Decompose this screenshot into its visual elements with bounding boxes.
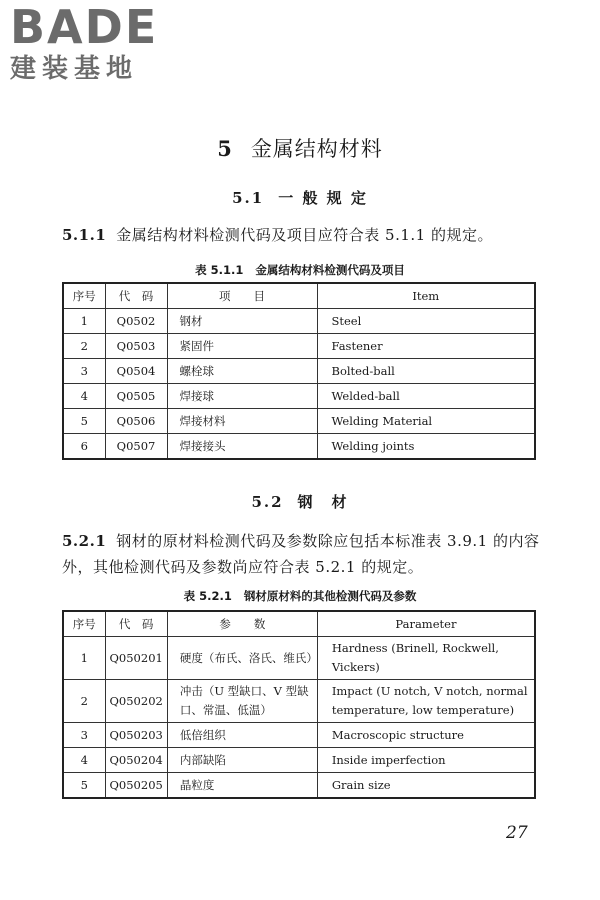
table-row — [63, 309, 535, 334]
cell-index: 3 — [63, 359, 105, 384]
section-number: 5.1 — [232, 189, 265, 207]
cell-index: 5 — [63, 773, 105, 799]
cell-item-cn: 钢材 — [167, 309, 317, 334]
column-header: 参 数 — [167, 611, 317, 637]
column-header: 项 目 — [167, 283, 317, 309]
cell-item-cn: 焊接材料 — [167, 409, 317, 434]
column-header: 序号 — [63, 611, 105, 637]
cell-index: 1 — [63, 309, 105, 334]
clause-number: 5.1.1 — [62, 226, 107, 244]
table-caption-5-2-1 — [0, 588, 600, 604]
clause-number: 5.2.1 — [62, 532, 107, 550]
column-header: 代 码 — [105, 611, 167, 637]
column-header: Item — [317, 283, 535, 309]
page-number: 27 — [506, 823, 528, 843]
cell-parameter-cn: 硬度（布氏、洛氏、维氏） — [167, 637, 317, 680]
logo-wordmark: BADE — [10, 0, 159, 54]
cell-parameter-cn: 低倍组织 — [167, 723, 317, 748]
cell-item-en: Welded-ball — [317, 384, 535, 409]
chapter-heading — [0, 133, 600, 163]
cell-code: Q0503 — [105, 334, 167, 359]
table-row — [63, 384, 535, 409]
section-heading-5-2 — [0, 491, 600, 512]
section-heading-5-1 — [0, 187, 600, 208]
section-number: 5.2 — [251, 493, 284, 511]
cell-index: 5 — [63, 409, 105, 434]
cell-index: 6 — [63, 434, 105, 460]
table-5-1-1 — [62, 282, 536, 460]
clause-5-1-1 — [62, 222, 542, 248]
table-row — [63, 723, 535, 748]
cell-index: 4 — [63, 384, 105, 409]
cell-item-en: Welding Material — [317, 409, 535, 434]
cell-code: Q050202 — [105, 680, 167, 723]
cell-parameter-en: Grain size — [317, 773, 535, 799]
cell-code: Q0505 — [105, 384, 167, 409]
caption-number: 表 5.2.1 — [183, 589, 232, 603]
table-row — [63, 359, 535, 384]
cell-code: Q0502 — [105, 309, 167, 334]
cell-parameter-en: Impact (U notch, V notch, normal temperature, low temperature) — [317, 680, 535, 723]
cell-index: 2 — [63, 680, 105, 723]
table-header-row — [63, 611, 535, 637]
logo-subtitle: 建装基地 — [10, 54, 139, 84]
cell-parameter-cn: 冲击（U 型缺口、V 型缺口、常温、低温） — [167, 680, 317, 723]
clause-text: 钢材的原材料检测代码及参数除应包括本标准表 3.9.1 的内容外，其他检测代码及参数尚应符合表 5.2.1 的规定。 — [62, 532, 540, 576]
column-header: Parameter — [317, 611, 535, 637]
table-caption-5-1-1 — [0, 262, 600, 278]
table-header-row — [63, 283, 535, 309]
column-header: 序号 — [63, 283, 105, 309]
caption-title: 金属结构材料检测代码及项目 — [255, 263, 405, 277]
caption-title: 钢材原材料的其他检测代码及参数 — [243, 589, 417, 603]
section-title: 钢 材 — [297, 493, 349, 511]
cell-parameter-en: Hardness (Brinell, Rockwell, Vickers) — [317, 637, 535, 680]
cell-code: Q050204 — [105, 748, 167, 773]
table-row — [63, 637, 535, 680]
cell-parameter-cn: 内部缺陷 — [167, 748, 317, 773]
cell-parameter-en: Macroscopic structure — [317, 723, 535, 748]
cell-code: Q0506 — [105, 409, 167, 434]
cell-code: Q050203 — [105, 723, 167, 748]
clause-5-2-1 — [62, 528, 542, 580]
logo — [10, 0, 159, 86]
table-row — [63, 680, 535, 723]
clause-text: 金属结构材料检测代码及项目应符合表 5.1.1 的规定。 — [116, 226, 493, 244]
cell-code: Q0507 — [105, 434, 167, 460]
cell-index: 4 — [63, 748, 105, 773]
cell-item-en: Steel — [317, 309, 535, 334]
column-header: 代 码 — [105, 283, 167, 309]
cell-item-cn: 紧固件 — [167, 334, 317, 359]
cell-parameter-en: Inside imperfection — [317, 748, 535, 773]
table-row — [63, 748, 535, 773]
table-row — [63, 434, 535, 460]
chapter-number: 5 — [217, 136, 233, 161]
cell-parameter-cn: 晶粒度 — [167, 773, 317, 799]
cell-index: 2 — [63, 334, 105, 359]
cell-code: Q0504 — [105, 359, 167, 384]
cell-index: 1 — [63, 637, 105, 680]
cell-code: Q050205 — [105, 773, 167, 799]
table-row — [63, 334, 535, 359]
cell-item-en: Welding joints — [317, 434, 535, 460]
cell-item-cn: 焊接接头 — [167, 434, 317, 460]
cell-index: 3 — [63, 723, 105, 748]
chapter-title: 金属结构材料 — [250, 137, 383, 161]
cell-item-cn: 焊接球 — [167, 384, 317, 409]
cell-item-en: Bolted-ball — [317, 359, 535, 384]
table-row — [63, 773, 535, 799]
caption-number: 表 5.1.1 — [195, 263, 244, 277]
cell-code: Q050201 — [105, 637, 167, 680]
cell-item-cn: 螺栓球 — [167, 359, 317, 384]
table-5-2-1 — [62, 610, 536, 799]
cell-item-en: Fastener — [317, 334, 535, 359]
section-title: 一 般 规 定 — [278, 189, 368, 207]
table-row — [63, 409, 535, 434]
